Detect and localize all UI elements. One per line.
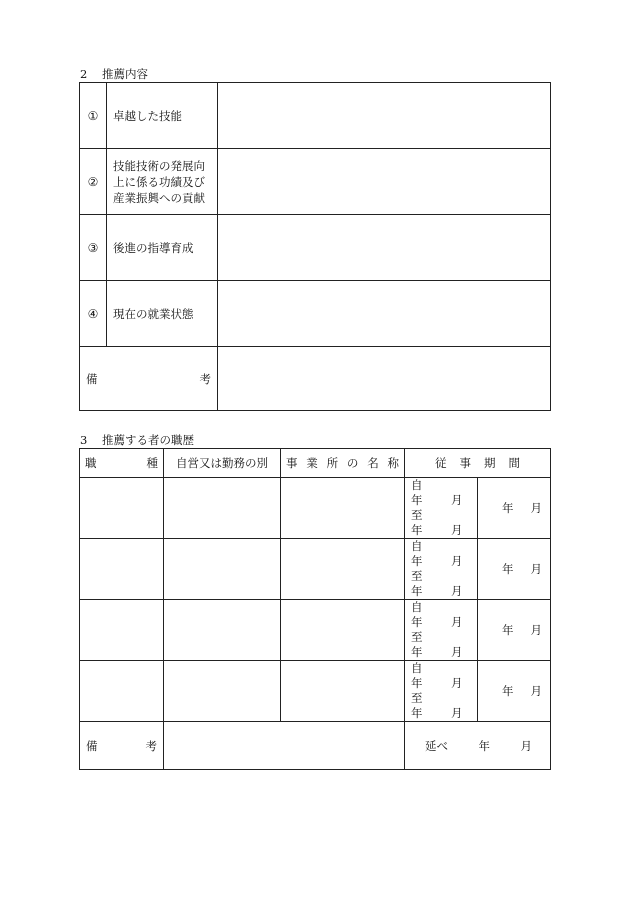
- input-cell-employment-status[interactable]: [218, 281, 551, 347]
- remarks-char: 考: [199, 371, 211, 386]
- period-from: 自年 月: [411, 539, 463, 568]
- input-cell-job[interactable]: [80, 661, 164, 722]
- row-number: ②: [80, 149, 107, 215]
- header-char: 種: [146, 456, 158, 470]
- table-row: [80, 661, 551, 722]
- input-cell-job[interactable]: [80, 539, 164, 600]
- duration-cell[interactable]: [478, 478, 551, 539]
- period-to: 至年 月: [411, 569, 463, 598]
- header-char: 事: [459, 456, 471, 470]
- header-type: 自営又は勤務の別: [164, 449, 281, 478]
- table-row: [80, 83, 551, 149]
- period-from: 自年 月: [411, 478, 463, 507]
- duration-year: 年: [502, 501, 514, 515]
- period-to: 至年 月: [411, 691, 463, 720]
- table-row: [80, 600, 551, 661]
- duration-year: 年: [502, 684, 514, 698]
- period-from: 自年 月: [411, 661, 463, 690]
- section2-title: 推薦内容: [102, 67, 148, 81]
- section2-heading: [80, 66, 148, 82]
- header-period: [405, 449, 551, 478]
- period-to: 至年 月: [411, 630, 463, 659]
- duration-year: 年: [502, 623, 514, 637]
- remarks-label: [80, 722, 164, 770]
- input-cell-outstanding-skill[interactable]: [218, 83, 551, 149]
- duration-month: 月: [530, 684, 542, 698]
- row-label: [107, 83, 218, 149]
- remarks-label: [80, 347, 218, 411]
- duration-month: 月: [530, 501, 542, 515]
- period-from: 自年 月: [411, 600, 463, 629]
- section3-title: 推薦する者の職歴: [102, 433, 194, 447]
- duration-month: 月: [530, 623, 542, 637]
- duration-month: 月: [530, 562, 542, 576]
- row-number: ④: [80, 281, 107, 347]
- header-char: 従: [435, 456, 447, 470]
- total-year: 年: [478, 738, 490, 753]
- input-cell-type[interactable]: [164, 600, 281, 661]
- header-char: 所: [326, 456, 339, 470]
- input-cell-job[interactable]: [80, 478, 164, 539]
- duration-cell[interactable]: [478, 661, 551, 722]
- input-cell-mentoring[interactable]: [218, 215, 551, 281]
- total-label: 延べ: [425, 738, 448, 753]
- header-char: 間: [508, 456, 520, 470]
- row-label: [107, 281, 218, 347]
- section3-number: 3: [80, 433, 88, 447]
- input-cell-remarks[interactable]: [218, 347, 551, 411]
- input-cell-contribution[interactable]: [218, 149, 551, 215]
- section3-heading: [80, 432, 194, 448]
- header-char: 事: [286, 456, 298, 470]
- period-cell[interactable]: [405, 539, 478, 600]
- input-cell-company[interactable]: [281, 539, 405, 600]
- period-cell[interactable]: [405, 478, 478, 539]
- remarks-char: 考: [145, 738, 157, 753]
- table-row: [80, 539, 551, 600]
- label-line: 現在の就業状態: [113, 306, 194, 321]
- career-table: [79, 448, 551, 770]
- label-line: 技能技術の発展向: [113, 158, 205, 173]
- label-line: 上に係る功績及び: [113, 174, 205, 189]
- input-cell-type[interactable]: [164, 539, 281, 600]
- input-cell-company[interactable]: [281, 661, 405, 722]
- input-cell-type[interactable]: [164, 478, 281, 539]
- row-number: ①: [80, 83, 107, 149]
- header-char: 期: [484, 456, 496, 470]
- total-month: 月: [520, 738, 532, 753]
- row-label: [107, 215, 218, 281]
- remarks-char: 備: [86, 738, 98, 753]
- input-cell-company[interactable]: [281, 478, 405, 539]
- header-char: の: [346, 456, 359, 470]
- table-row: [80, 347, 551, 411]
- input-cell-job[interactable]: [80, 600, 164, 661]
- input-cell-company[interactable]: [281, 600, 405, 661]
- total-period-cell[interactable]: [405, 722, 551, 770]
- header-job: [80, 449, 164, 478]
- label-line: 後進の指導育成: [113, 240, 194, 255]
- duration-year: 年: [502, 562, 514, 576]
- header-char: 称: [387, 456, 399, 470]
- header-char: 職: [85, 456, 97, 470]
- duration-cell[interactable]: [478, 539, 551, 600]
- period-cell[interactable]: [405, 600, 478, 661]
- table-row: [80, 215, 551, 281]
- header-char: 業: [306, 456, 318, 470]
- table-row: [80, 478, 551, 539]
- row-number: ③: [80, 215, 107, 281]
- period-to: 至年 月: [411, 508, 463, 537]
- input-cell-remarks[interactable]: [164, 722, 405, 770]
- recommendation-table: [79, 82, 551, 411]
- label-line: 産業振興への貢献: [113, 190, 205, 205]
- row-label: [107, 149, 218, 215]
- remarks-char: 備: [86, 371, 98, 386]
- input-cell-type[interactable]: [164, 661, 281, 722]
- header-char: 名: [367, 456, 379, 470]
- table-row: [80, 149, 551, 215]
- period-cell[interactable]: [405, 661, 478, 722]
- footer-row: [80, 722, 551, 770]
- header-row: [80, 449, 551, 478]
- duration-cell[interactable]: [478, 600, 551, 661]
- header-company: [281, 449, 405, 478]
- label-line: 卓越した技能: [113, 108, 182, 123]
- table-row: [80, 281, 551, 347]
- section2-number: 2: [80, 67, 88, 81]
